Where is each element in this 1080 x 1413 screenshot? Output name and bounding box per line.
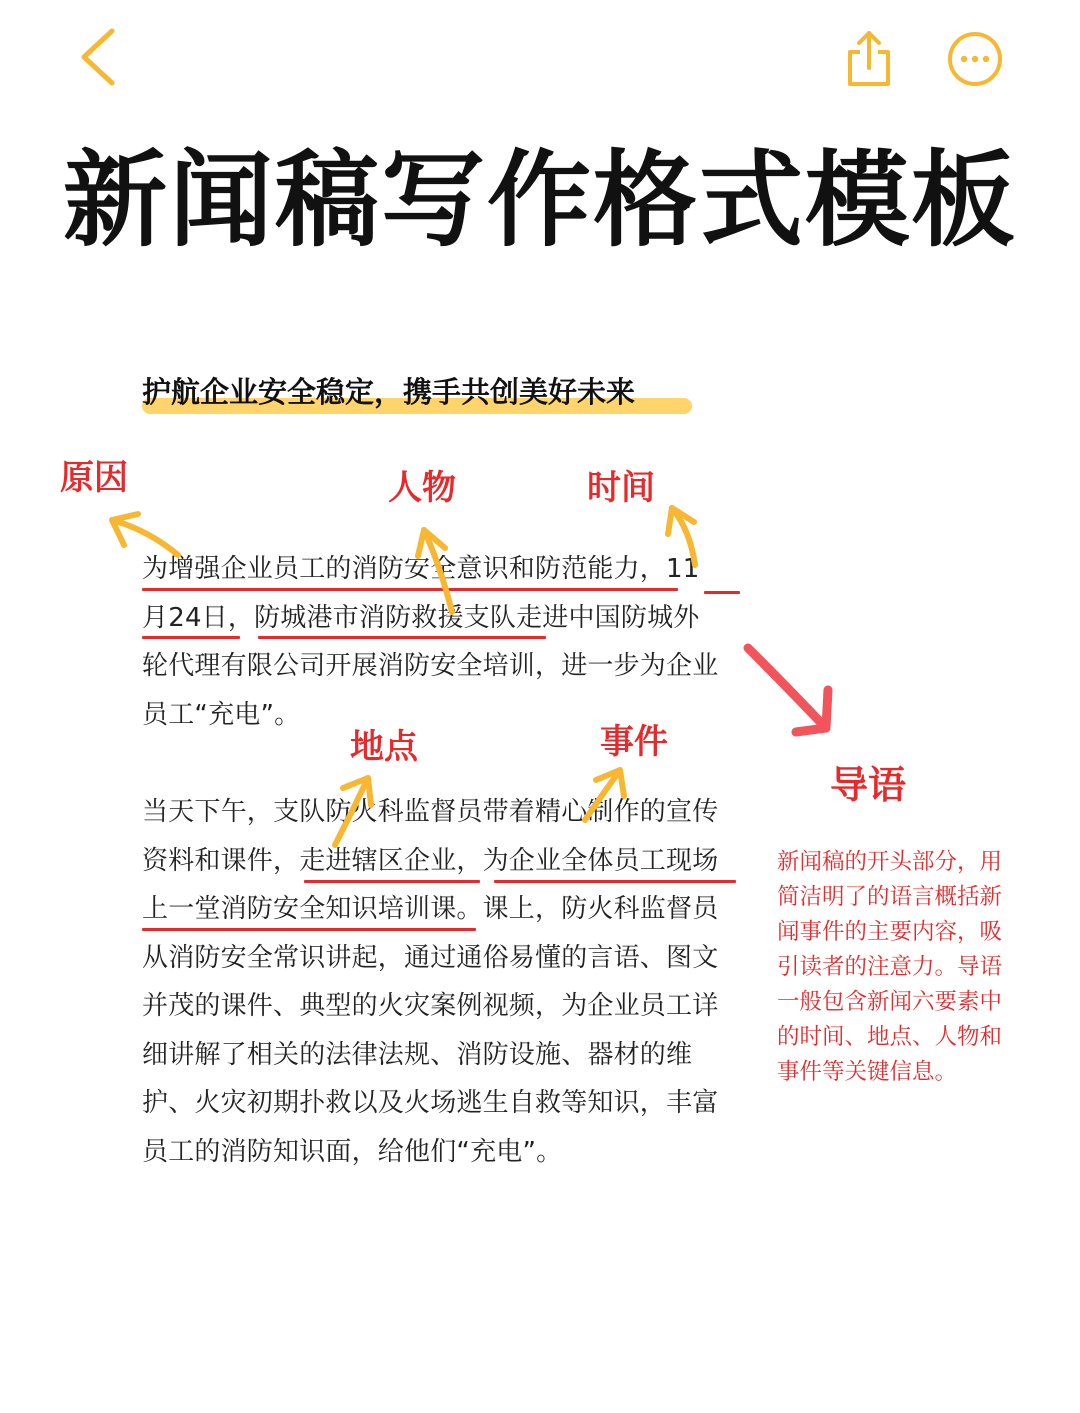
paragraph-line: 月24日，防城港市消防救援支队走进中国防城外 — [142, 602, 700, 633]
lead-paragraph — [142, 545, 742, 739]
lead-explanation: 新闻稿的开头部分，用 简洁明了的语言概括新 闻事件的主要内容，吸 引读者的注意力。导语 一般包含新闻六要素中 的时间、地点、人物和 事件等关键信息。 — [777, 849, 1003, 1085]
tag-cause: 原因 — [60, 458, 128, 498]
underline-people — [258, 636, 546, 639]
tag-event: 事件 — [600, 722, 668, 762]
paragraph-line: 员工的消防知识面，给他们“充电”。 — [142, 1136, 563, 1167]
arrow-down-right-icon — [748, 648, 828, 732]
share-icon — [843, 28, 895, 88]
paragraph-line: 轮代理有限公司开展消防安全培训，进一步为企业 — [142, 651, 719, 681]
chevron-left-icon — [74, 26, 124, 88]
more-button[interactable] — [946, 30, 1004, 88]
tag-lead: 导语 — [830, 763, 907, 807]
back-button[interactable] — [74, 26, 124, 88]
headline-block — [142, 370, 635, 414]
page-title: 新闻稿写作格式模板 — [62, 139, 1017, 261]
body-paragraph — [142, 788, 742, 1176]
paragraph-line: 并茂的课件、典型的火灾案例视频，为企业员工详 — [142, 991, 719, 1021]
paragraph-line: 从消防安全常识讲起，通过通俗易懂的言语、图文 — [142, 942, 719, 973]
paragraph-line: 细讲解了相关的法律法规、消防设施、器材的维 — [142, 1039, 693, 1070]
underline-place — [304, 880, 480, 883]
underline-time-a — [704, 591, 740, 594]
share-button[interactable] — [843, 28, 895, 88]
paragraph-line: 为增强企业员工的消防安全意识和防范能力，11 — [142, 554, 700, 584]
underline-time-b — [142, 636, 240, 639]
paragraph-line: 资料和课件，走进辖区企业，为企业全体员工现场 — [142, 845, 719, 876]
underline-event-b — [142, 928, 476, 931]
more-dots-icon — [946, 30, 1004, 88]
paragraph-line: 护、火灾初期扑救以及火场逃生自救等知识，丰富 — [142, 1088, 719, 1118]
paragraph-line: 当天下午，支队防火科监督员带着精心制作的宣传 — [142, 797, 719, 827]
underline-event-a — [494, 880, 736, 883]
tag-place: 地点 — [350, 727, 418, 767]
tag-time: 时间 — [587, 468, 655, 508]
news-headline: 护航企业安全稳定，携手共创美好未来 — [142, 375, 636, 409]
paragraph-line: 上一堂消防安全知识培训课。课上，防火科监督员 — [142, 894, 719, 924]
tag-people: 人物 — [388, 468, 456, 508]
paragraph-line: 员工“充电”。 — [142, 699, 301, 730]
underline-cause — [142, 588, 678, 591]
